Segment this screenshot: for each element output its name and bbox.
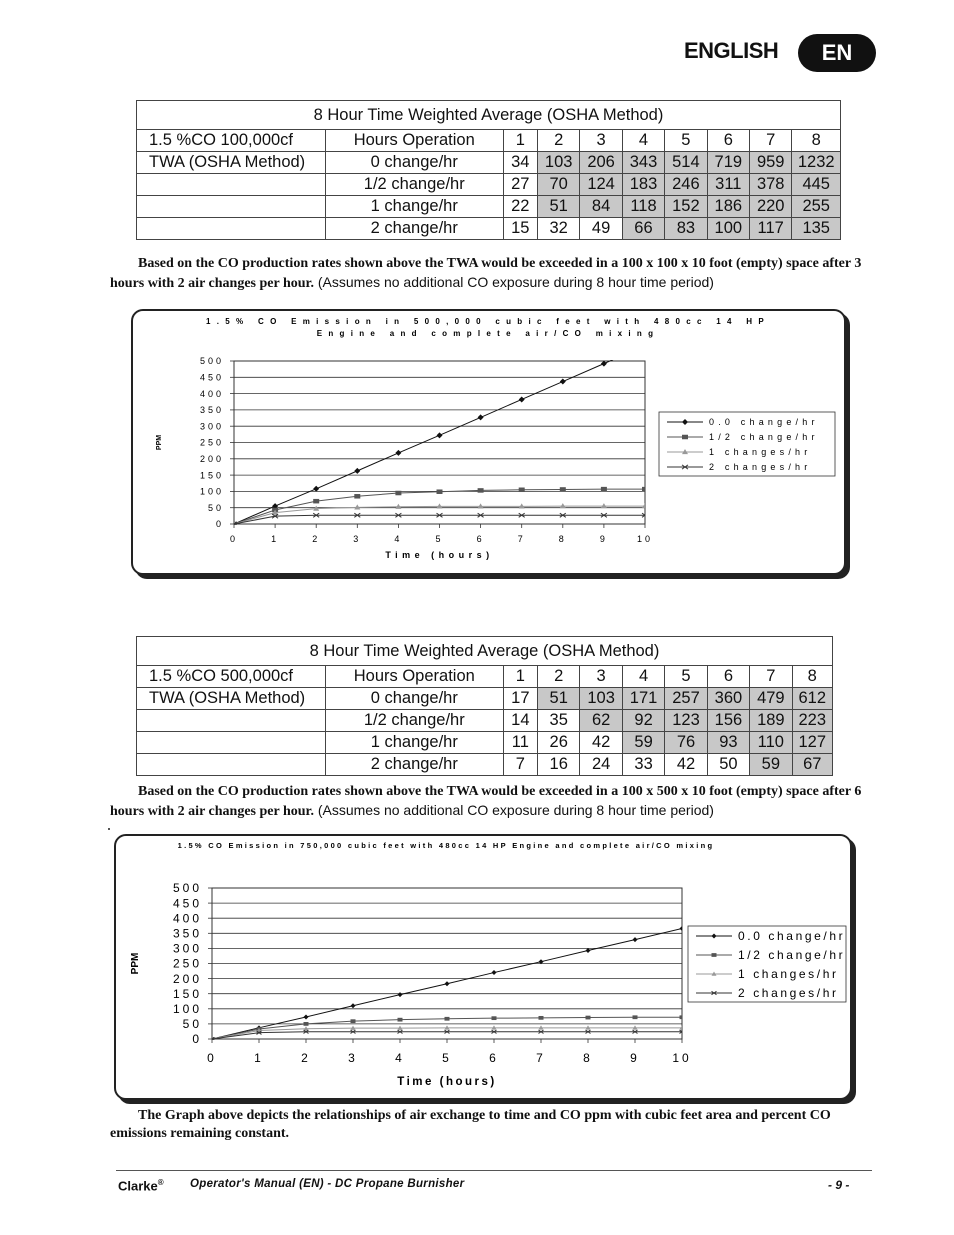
value-cell: 26 [538, 732, 580, 754]
value-cell: 33 [622, 754, 664, 776]
data-point [519, 488, 525, 493]
data-point [560, 379, 566, 385]
hour-cell: 1 [503, 666, 537, 688]
value-cell: 110 [750, 732, 792, 754]
hours-label: Hours Operation [325, 666, 503, 688]
value-cell: 117 [750, 218, 792, 240]
value-cell: 156 [707, 710, 749, 732]
x-tick-label: 9 [599, 534, 608, 544]
note-500000cf [110, 783, 870, 821]
value-cell: 32 [537, 218, 579, 240]
value-cell: 67 [792, 754, 832, 776]
table-row [137, 754, 833, 776]
x-tick-label: 5 [442, 1051, 452, 1065]
y-axis-label: PPM [156, 434, 163, 451]
value-cell: 186 [707, 196, 749, 218]
hour-cell: 3 [580, 666, 622, 688]
footer-manual-title: Operator's Manual (EN) - DC Propane Burnisher [190, 1178, 465, 1190]
stray-mark [108, 828, 110, 830]
chart-title: Engine and complete air/CO mixing [316, 329, 660, 338]
value-cell: 24 [580, 754, 622, 776]
data-point [445, 981, 450, 986]
note-bold-text: The Graph above depicts the relationships of air exchange to time and CO ppm with cubic feet area and percent CO emissions remaining constant. [110, 1108, 831, 1141]
hour-cell: 5 [665, 666, 707, 688]
data-point [478, 488, 484, 493]
x-tick-label: 1 [271, 534, 280, 544]
x-tick-label: 9 [630, 1051, 640, 1065]
table-row [137, 688, 833, 710]
data-point [437, 432, 443, 438]
hour-cell: 7 [750, 130, 792, 152]
row-label: 1/2 change/hr [325, 174, 503, 196]
series-group [231, 343, 648, 527]
legend-label: 1 changes/hr [738, 967, 839, 982]
data-point [478, 414, 484, 420]
value-cell: 51 [537, 196, 579, 218]
y-tick-label: 0 [215, 519, 224, 530]
table-row [137, 130, 841, 152]
y-tick-label: 350 [199, 405, 224, 416]
chart-frame-500000cf [131, 309, 846, 575]
note-plain-text: (Assumes no additional CO exposure during 8 hour time period) [313, 802, 714, 818]
legend-label: 0.0 change/hr [709, 417, 819, 428]
data-point [395, 491, 401, 496]
value-cell: 50 [707, 754, 749, 776]
value-cell: 16 [538, 754, 580, 776]
value-cell: 7 [503, 754, 537, 776]
value-cell: 220 [750, 196, 792, 218]
hour-cell: 8 [792, 666, 832, 688]
hour-cell: 6 [707, 130, 749, 152]
value-cell: 255 [792, 196, 841, 218]
series-line [234, 515, 645, 524]
value-cell: 514 [665, 152, 707, 174]
x-tick-label: 7 [536, 1051, 546, 1065]
value-cell: 152 [665, 196, 707, 218]
value-cell: 59 [750, 754, 792, 776]
note-bold-text: Based on the CO production rates shown above the TWA would be exceeded in a 100 x 100 x 10 foot (empty) space after 3 hours with 2 air changes per hour. [110, 256, 862, 291]
row-label: 1 change/hr [325, 732, 503, 754]
data-point [398, 992, 403, 997]
chart-frame-750000cf [114, 834, 852, 1100]
y-tick-label: 100 [199, 486, 224, 497]
value-cell: 35 [538, 710, 580, 732]
co-emission-chart-500000cf [133, 311, 844, 573]
footer-brand [118, 1178, 164, 1193]
data-point [642, 487, 648, 492]
value-cell: 127 [792, 732, 832, 754]
value-cell: 11 [503, 732, 537, 754]
data-point [519, 396, 525, 402]
value-cell: 959 [750, 152, 792, 174]
value-cell: 118 [622, 196, 664, 218]
value-cell: 124 [580, 174, 622, 196]
data-point [351, 1003, 356, 1008]
chart-title: 1.5% CO Emission in 750,000 cubic feet with 480cc 14 HP Engine and complete air/CO mixing [177, 841, 715, 850]
data-point [313, 499, 319, 504]
data-point [682, 435, 688, 440]
value-cell: 311 [707, 174, 749, 196]
value-cell: 103 [580, 688, 622, 710]
value-cell: 103 [537, 152, 579, 174]
data-point [437, 489, 443, 494]
x-tick-label: 0 [207, 1051, 217, 1065]
y-tick-label: 400 [199, 388, 224, 399]
row-label: 2 change/hr [325, 754, 503, 776]
value-cell: 93 [707, 732, 749, 754]
y-tick-label: 300 [172, 941, 202, 956]
table-label-b: TWA (OSHA Method) [137, 152, 326, 174]
data-point [492, 1016, 497, 1020]
y-tick-label: 150 [172, 986, 202, 1001]
y-tick-label: 200 [199, 453, 224, 464]
value-cell: 92 [622, 710, 664, 732]
table-title: 8 Hour Time Weighted Average (OSHA Method) [137, 637, 833, 666]
x-tick-label: 5 [435, 534, 444, 544]
y-tick-label: 100 [172, 1002, 202, 1016]
value-cell: 171 [622, 688, 664, 710]
x-tick-label: 6 [489, 1051, 499, 1065]
value-cell: 22 [503, 196, 537, 218]
data-point [492, 970, 497, 975]
y-tick-label: 500 [172, 881, 202, 896]
table-row [137, 710, 833, 732]
legend-label: 1/2 change/hr [709, 432, 819, 443]
y-tick-label: 300 [199, 421, 224, 432]
y-tick-label: 400 [172, 911, 202, 926]
y-tick-label: 500 [199, 356, 224, 367]
x-tick-label: 1 [254, 1051, 264, 1065]
row-label: 1 change/hr [325, 196, 503, 218]
registered-mark: ® [157, 1178, 164, 1187]
value-cell: 360 [707, 688, 749, 710]
page-number: - 9 - [828, 1178, 850, 1192]
y-tick-label: 250 [172, 956, 202, 971]
table-row [137, 196, 841, 218]
data-point [560, 487, 566, 492]
row-label: 0 change/hr [325, 152, 503, 174]
x-tick-label: 2 [312, 534, 321, 544]
language-title: ENGLISH [684, 38, 779, 63]
data-point [633, 937, 638, 942]
x-axis-label: Time (hours) [397, 1076, 497, 1088]
value-cell: 257 [665, 688, 707, 710]
hour-cell: 6 [707, 666, 749, 688]
twa-table-500000cf [136, 636, 833, 776]
data-point [304, 1014, 309, 1019]
hour-cell: 2 [538, 666, 580, 688]
data-point [586, 1016, 591, 1020]
x-tick-label: 7 [517, 534, 526, 544]
data-point [642, 343, 648, 349]
value-cell: 51 [538, 688, 580, 710]
value-cell: 59 [622, 732, 664, 754]
row-label: 1/2 change/hr [325, 710, 503, 732]
x-tick-label: 4 [395, 1051, 405, 1065]
value-cell: 1232 [792, 152, 841, 174]
value-cell: 135 [792, 218, 841, 240]
value-cell: 206 [580, 152, 622, 174]
note-plain-text: (Assumes no additional CO exposure during 8 hour time period) [313, 274, 714, 290]
hours-label: Hours Operation [325, 130, 503, 152]
data-point [395, 450, 401, 456]
value-cell: 34 [503, 152, 537, 174]
x-axis-label: Time (hours) [385, 550, 494, 560]
table-label-a: 1.5 %CO 100,000cf [137, 130, 326, 152]
table-row [137, 174, 841, 196]
value-cell: 343 [622, 152, 664, 174]
data-point [633, 1015, 638, 1019]
value-cell: 49 [580, 218, 622, 240]
note-bold-text: Based on the CO production rates shown above the TWA would be exceeded in a 100 x 500 x 10 foot (empty) space after 6 hours with 2 air changes per hour. [110, 784, 862, 819]
data-point [354, 494, 360, 499]
table-label-a: 1.5 %CO 500,000cf [137, 666, 326, 688]
data-point [539, 1016, 544, 1020]
x-tick-label: 3 [353, 534, 362, 544]
x-tick-label: 10 [636, 534, 654, 544]
chart-title: 1.5% CO Emission in 500,000 cubic feet with 480cc 14 HP [206, 317, 770, 326]
value-cell: 66 [622, 218, 664, 240]
y-axis-label: PPM [130, 952, 141, 975]
value-cell: 123 [665, 710, 707, 732]
co-emission-chart-750000cf [116, 836, 850, 1098]
row-label: 2 change/hr [325, 218, 503, 240]
series-line [212, 1032, 682, 1039]
y-tick-label: 50 [207, 502, 224, 513]
table-row [137, 152, 841, 174]
row-label: 0 change/hr [325, 688, 503, 710]
data-point [398, 1018, 403, 1022]
value-cell: 42 [665, 754, 707, 776]
value-cell: 100 [707, 218, 749, 240]
value-cell: 189 [750, 710, 792, 732]
table-row [137, 666, 833, 688]
table-row [137, 732, 833, 754]
value-cell: 378 [750, 174, 792, 196]
language-badge: EN [798, 34, 876, 72]
y-tick-label: 450 [199, 372, 224, 383]
value-cell: 62 [580, 710, 622, 732]
twa-table-100000cf [136, 100, 841, 240]
graph-summary-note [110, 1107, 870, 1143]
note-100000cf [110, 255, 870, 293]
value-cell: 27 [503, 174, 537, 196]
data-point [351, 1019, 356, 1023]
hour-cell: 1 [503, 130, 537, 152]
y-tick-label: 200 [172, 971, 202, 986]
value-cell: 17 [503, 688, 537, 710]
x-tick-label: 8 [558, 534, 567, 544]
value-cell: 76 [665, 732, 707, 754]
table-title: 8 Hour Time Weighted Average (OSHA Method) [137, 101, 841, 130]
value-cell: 612 [792, 688, 832, 710]
value-cell: 183 [622, 174, 664, 196]
value-cell: 15 [503, 218, 537, 240]
y-tick-label: 50 [182, 1017, 202, 1032]
hour-cell: 2 [537, 130, 579, 152]
y-tick-label: 250 [199, 437, 224, 448]
hour-cell: 8 [792, 130, 841, 152]
data-point [304, 1022, 309, 1026]
y-tick-label: 150 [199, 470, 224, 481]
y-tick-label: 350 [172, 926, 202, 941]
data-point [712, 953, 717, 957]
x-tick-label: 10 [672, 1051, 692, 1065]
x-tick-label: 6 [476, 534, 485, 544]
data-point [445, 1017, 450, 1021]
data-point [601, 361, 607, 367]
brand-name: Clarke [118, 1178, 158, 1194]
value-cell: 719 [707, 152, 749, 174]
value-cell: 246 [665, 174, 707, 196]
value-cell: 223 [792, 710, 832, 732]
value-cell: 14 [503, 710, 537, 732]
hour-cell: 7 [750, 666, 792, 688]
x-tick-label: 4 [394, 534, 403, 544]
data-point [313, 486, 319, 492]
value-cell: 42 [580, 732, 622, 754]
footer-divider [116, 1170, 872, 1171]
data-point [601, 487, 607, 492]
value-cell: 445 [792, 174, 841, 196]
hour-cell: 5 [665, 130, 707, 152]
table-row [137, 218, 841, 240]
legend-label: 1/2 change/hr [738, 948, 846, 963]
value-cell: 83 [665, 218, 707, 240]
data-point [680, 1015, 685, 1019]
legend-label: 1 changes/hr [709, 447, 812, 458]
hour-cell: 4 [622, 666, 664, 688]
data-point [354, 468, 360, 474]
x-tick-label: 0 [229, 534, 239, 544]
x-tick-label: 3 [348, 1051, 358, 1065]
x-tick-label: 8 [583, 1051, 593, 1065]
hour-cell: 3 [580, 130, 622, 152]
x-tick-label: 2 [301, 1051, 311, 1065]
legend-label: 2 changes/hr [738, 986, 839, 1001]
value-cell: 479 [750, 688, 792, 710]
legend-label: 0.0 change/hr [738, 929, 846, 944]
legend-label: 2 changes/hr [709, 462, 812, 473]
hour-cell: 4 [622, 130, 664, 152]
table-label-b: TWA (OSHA Method) [137, 688, 326, 710]
data-point [680, 926, 685, 931]
value-cell: 70 [537, 174, 579, 196]
y-tick-label: 0 [192, 1032, 202, 1047]
value-cell: 84 [580, 196, 622, 218]
y-tick-label: 450 [172, 896, 202, 911]
